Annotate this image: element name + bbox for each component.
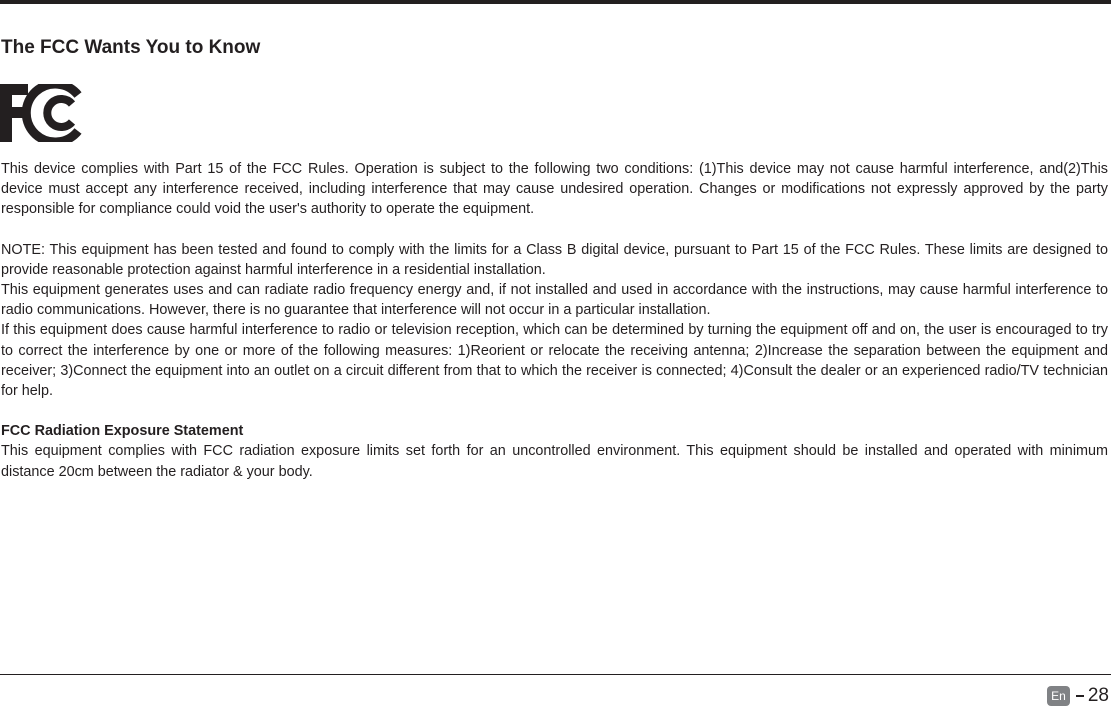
- page-title: The FCC Wants You to Know: [1, 37, 261, 58]
- bottom-rule: [0, 674, 1111, 675]
- top-rule: [0, 0, 1111, 4]
- footer-dash: [1076, 695, 1084, 697]
- measures-paragraph: If this equipment does cause harmful interference to radio or television reception, which can be determined by turning the equipment off and on, the user is encouraged to try to correct the interference by one or more of the following measures: 1)Reorient or relocate the receiving antenna; 2)Increase the separation between the equipment and receiver; 3)Connect the equipment into an outlet on a circuit different from that to which the receiver is connected; 4)Consult the dealer or an experienced radio/TV technician for help.: [1, 322, 1108, 400]
- fcc-logo-icon: [0, 84, 82, 142]
- page-number: 28: [1087, 685, 1109, 706]
- compliance-paragraph: This device complies with Part 15 of the FCC Rules. Operation is subject to the following two conditions: (1)This device may not cause harmful interference, and(2)This device must accept any interference received, including interference that may cause undesired operation. Changes or modifications not expressly approved by the party responsible for compliance could void the user's authority to operate the equipment.: [1, 161, 1108, 218]
- radiation-exposure-paragraph: This equipment complies with FCC radiation exposure limits set forth for an uncontrolled environment. This equipment should be installed and operated with minimum distance 20cm between the radiator & your body.: [1, 443, 1108, 480]
- document-body: [1, 159, 1108, 482]
- language-badge: En: [1047, 686, 1070, 706]
- radiation-paragraph: This equipment generates uses and can radiate radio frequency energy and, if not installed and used in accordance with the instructions, may cause harmful interference to radio communications. However, there is no guarantee that interference will not occur in a particular installation.: [1, 282, 1108, 319]
- page-footer: [1047, 685, 1109, 707]
- note-paragraph: NOTE: This equipment has been tested and found to comply with the limits for a Class B digital device, pursuant to Part 15 of the FCC Rules. These limits are designed to provide reasonable protection against harmful interference in a residential installation.: [1, 241, 1108, 278]
- radiation-exposure-heading: FCC Radiation Exposure Statement: [1, 423, 244, 440]
